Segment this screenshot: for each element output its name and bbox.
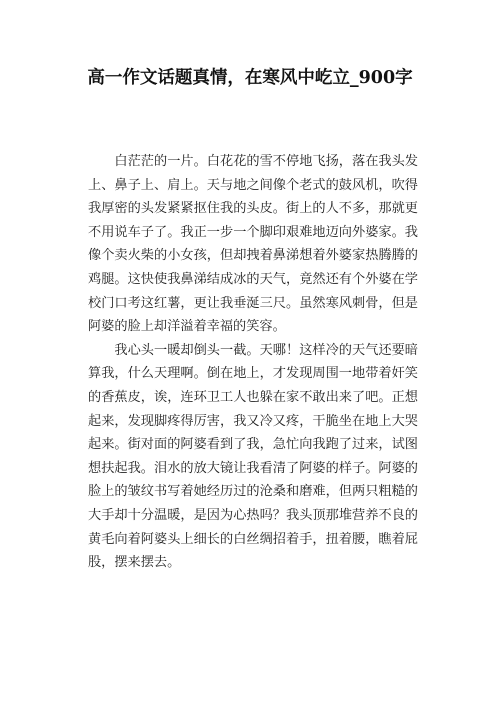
document-title: 高一作文话题真情，在寒风中屹立_900字 [87,68,413,88]
paragraph-1: 白茫茫的一片。白花花的雪不停地飞扬，落在我头发上、鼻子上、肩上。天与地之间像个老式的鼓风机，吹得我厚密的头发紧紧抠住我的头皮。街上的人不多，那就更不用说车子了。我正一步一个脚印艰难地迈向外婆家。我像个卖火柴的小女孩，但却拽着鼻涕想着外婆家热腾腾的鸡腿。这快使我鼻涕结成冰的天气，竟然还有个外婆在学校门口考这红薯，更让我垂涎三尺。虽然寒风刺骨，但是阿婆的脸上却洋溢着幸福的笑容。 [88,154,418,335]
paragraph-2: 我心头一暖却倒头一截。天哪！这样冷的天气还要暗算我，什么天理啊。倒在地上，才发现周围一地带着奸笑的香蕉皮，诶，连环卫工人也躲在家不敢出来了吧。正想起来，发现脚疼得厉害，我又冷又疼，干脆坐在地上大哭起来。街对面的阿婆看到了我，急忙向我跑了过来，试图想扶起我。泪水的放大镜让我看清了阿婆的样子。阿婆的脸上的皱纹书写着她经历过的沧桑和磨难，但两只粗糙的大手却十分温暖，是因为心热吗？我头顶那堆营养不良的黄毛向着阿婆头上细长的白丝绸招着手，扭着腰，瞧着屁股，摆来摆去。 [88,342,418,571]
document-body [88,150,418,575]
